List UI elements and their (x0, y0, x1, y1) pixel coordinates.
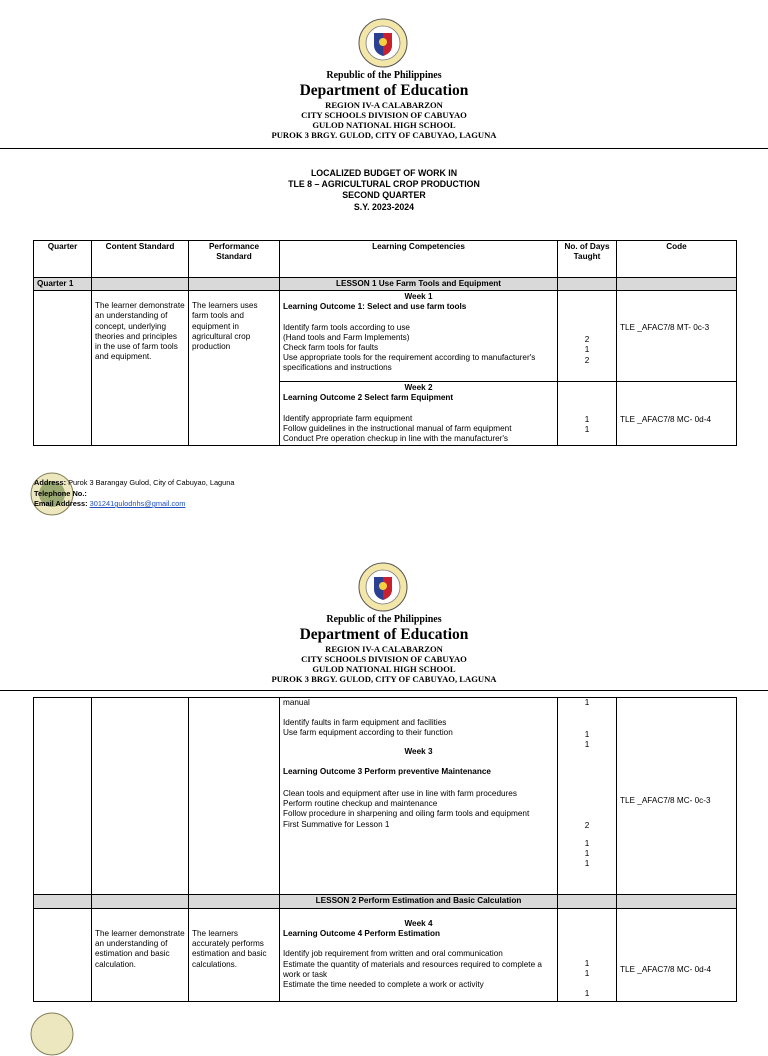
empty-cell (34, 909, 92, 1002)
region-text: REGION IV-A CALABARZON (325, 644, 443, 654)
department-title: Department of Education (299, 82, 469, 99)
competency-item: Check farm tools for faults (283, 343, 379, 353)
empty-cell (92, 698, 189, 895)
days-cell (558, 291, 617, 382)
competency-code: TLE _AFAC7/8 MC- 0d-4 (617, 909, 737, 1002)
competency-item: Conduct Pre operation checkup in line with the manufacturer's (283, 434, 509, 444)
republic-text: Republic of the Philippines (326, 614, 442, 625)
telephone-label: Telephone No.: (34, 488, 87, 498)
republic-text: Republic of the Philippines (326, 70, 442, 81)
week-label: Week 4 (404, 919, 433, 928)
email-link[interactable]: 301241gulodnhs@gmail.com (89, 499, 186, 508)
col-learning-competencies: Learning Competencies (280, 241, 558, 278)
table-row (34, 698, 737, 895)
days-value: 1 (584, 415, 590, 425)
performance-standard: The learners accurately performs estimation and basic calculations. (189, 909, 280, 1002)
competency-item: Follow guidelines in the instructional manual of farm equipment (283, 423, 512, 433)
title-line-3: SECOND QUARTER (342, 190, 426, 201)
days-value: 2 (584, 355, 590, 365)
letterhead (0, 614, 768, 684)
days-value: 2 (584, 820, 590, 830)
continued-competencies (280, 698, 558, 895)
days-value: 2 (584, 335, 590, 345)
email-label: Email Address: (34, 499, 88, 508)
week-label: Week 3 (404, 746, 433, 756)
col-content-standard: Content Standard (92, 241, 189, 278)
learning-outcome: Learning Outcome 4 Perform Estimation (283, 929, 440, 939)
competency-item: Use farm equipment according to their function (283, 728, 453, 738)
days-cell (558, 909, 617, 1002)
empty-cell (34, 698, 92, 895)
title-line-1: LOCALIZED BUDGET OF WORK IN (310, 168, 458, 178)
days-value: 1 (584, 698, 590, 707)
days-cell (558, 382, 617, 446)
content-standard: The learner demonstrate an understanding of concept, underlying theories and principles in the use of farm tools and equipment. (92, 291, 189, 446)
learning-outcome: Learning Outcome 1: Select and use farm tools (283, 302, 467, 312)
division-text: CITY SCHOOLS DIVISION OF CABUYAO (301, 110, 467, 120)
school-seal-icon (30, 1012, 74, 1056)
lesson-row (34, 895, 737, 909)
col-performance-standard: Performance Standard (189, 241, 280, 278)
region-text: REGION IV-A CALABARZON (325, 100, 443, 110)
days-cell (558, 698, 617, 895)
title-line-2: TLE 8 – AGRICULTURAL CROP PRODUCTION (288, 179, 480, 190)
empty-cell (34, 895, 92, 909)
empty-cell (558, 278, 617, 291)
col-days-taught: No. of Days Taught (558, 241, 617, 278)
days-value: 1 (584, 425, 590, 435)
learning-outcome: Learning Outcome 3 Perform preventive Maintenance (283, 766, 491, 776)
competency-code: TLE _AFAC7/8 MC- 0d-4 (617, 382, 737, 446)
lesson-row (34, 278, 737, 291)
competency-code: TLE _AFAC7/8 MT- 0c-3 (617, 291, 737, 382)
school-name: GULOD NATIONAL HIGH SCHOOL (312, 664, 456, 674)
week-label: Week 1 (404, 292, 433, 302)
col-code: Code (617, 241, 737, 278)
title-line-4: S.Y. 2023-2024 (353, 201, 415, 212)
days-value: 1 (584, 730, 590, 740)
department-title: Department of Education (299, 626, 469, 643)
week-2-cell (280, 382, 558, 446)
address-value: Purok 3 Barangay Gulod, City of Cabuyao, Laguna (66, 478, 235, 487)
days-value: 1 (584, 969, 590, 979)
week-label: Week 2 (404, 383, 433, 393)
empty-cell (189, 278, 280, 291)
competency-item: Perform routine checkup and maintenance (283, 799, 438, 809)
days-value: 1 (584, 959, 590, 968)
lesson-1-title: LESSON 1 Use Farm Tools and Equipment (280, 278, 558, 291)
competency-item: Identify appropriate farm equipment (283, 413, 413, 423)
learning-outcome: Learning Outcome 2 Select farm Equipment (283, 393, 454, 403)
competency-code: TLE _AFAC7/8 MC- 0c-3 (617, 698, 737, 895)
competency-item: Follow procedure in sharpening and oiling farm tools and equipment (283, 809, 530, 819)
quarter-label: Quarter 1 (34, 278, 92, 291)
competency-item: Estimate the time needed to complete a work or activity (283, 980, 484, 990)
lesson-2-title: LESSON 2 Perform Estimation and Basic Calculation (280, 895, 558, 909)
competency-item: Use appropriate tools for the requirement according to manufacturer's specifications and instructions (283, 353, 536, 373)
school-address: PUROK 3 BRGY. GULOD, CITY OF CABUYAO, LAGUNA (271, 130, 497, 140)
performance-standard: The learners uses farm tools and equipment in agricultural crop production (189, 291, 280, 446)
content-standard: The learner demonstrate an understanding of estimation and basic calculation. (92, 909, 189, 1002)
days-value: 1 (584, 849, 590, 859)
table-row (34, 291, 737, 382)
division-text: CITY SCHOOLS DIVISION OF CABUYAO (301, 654, 467, 664)
competency-item: Identify job requirement from written and oral communication (283, 949, 503, 959)
competency-item: manual (283, 698, 310, 707)
empty-cell (92, 278, 189, 291)
header-rule (0, 690, 768, 691)
competency-item: (Hand tools and Farm Implements) (283, 332, 410, 342)
days-value: 1 (584, 859, 590, 869)
days-value: 1 (584, 989, 590, 999)
deped-seal-icon (358, 562, 408, 612)
table-row (34, 909, 737, 1002)
days-value: 1 (584, 345, 590, 355)
days-value: 1 (584, 838, 590, 848)
empty-cell (189, 698, 280, 895)
week-1-cell (280, 291, 558, 382)
budget-table-page-2 (33, 697, 737, 1002)
empty-cell (558, 895, 617, 909)
empty-cell (34, 291, 92, 446)
footer-page-1 (34, 478, 235, 510)
school-address: PUROK 3 BRGY. GULOD, CITY OF CABUYAO, LAGUNA (271, 674, 497, 684)
letterhead (0, 70, 768, 140)
table-header-row (34, 241, 737, 278)
competency-item: Identify faults in farm equipment and facilities (283, 718, 447, 728)
budget-table-page-1 (33, 240, 737, 446)
week-4-cell (280, 909, 558, 1002)
empty-cell (617, 278, 737, 291)
school-name: GULOD NATIONAL HIGH SCHOOL (312, 120, 456, 130)
deped-seal-icon (358, 18, 408, 68)
header-rule (0, 148, 768, 149)
competency-item: Estimate the quantity of materials and resources required to complete a work or task (283, 959, 542, 979)
days-value: 1 (584, 740, 590, 750)
address-label: Address: (34, 478, 67, 487)
empty-cell (189, 895, 280, 909)
empty-cell (617, 895, 737, 909)
col-quarter: Quarter (34, 241, 92, 278)
competency-item: Identify farm tools according to use (283, 322, 410, 332)
empty-cell (92, 895, 189, 909)
competency-item: First Summative for Lesson 1 (283, 819, 390, 829)
document-title (0, 168, 768, 213)
competency-item: Clean tools and equipment after use in line with farm procedures (283, 789, 517, 799)
